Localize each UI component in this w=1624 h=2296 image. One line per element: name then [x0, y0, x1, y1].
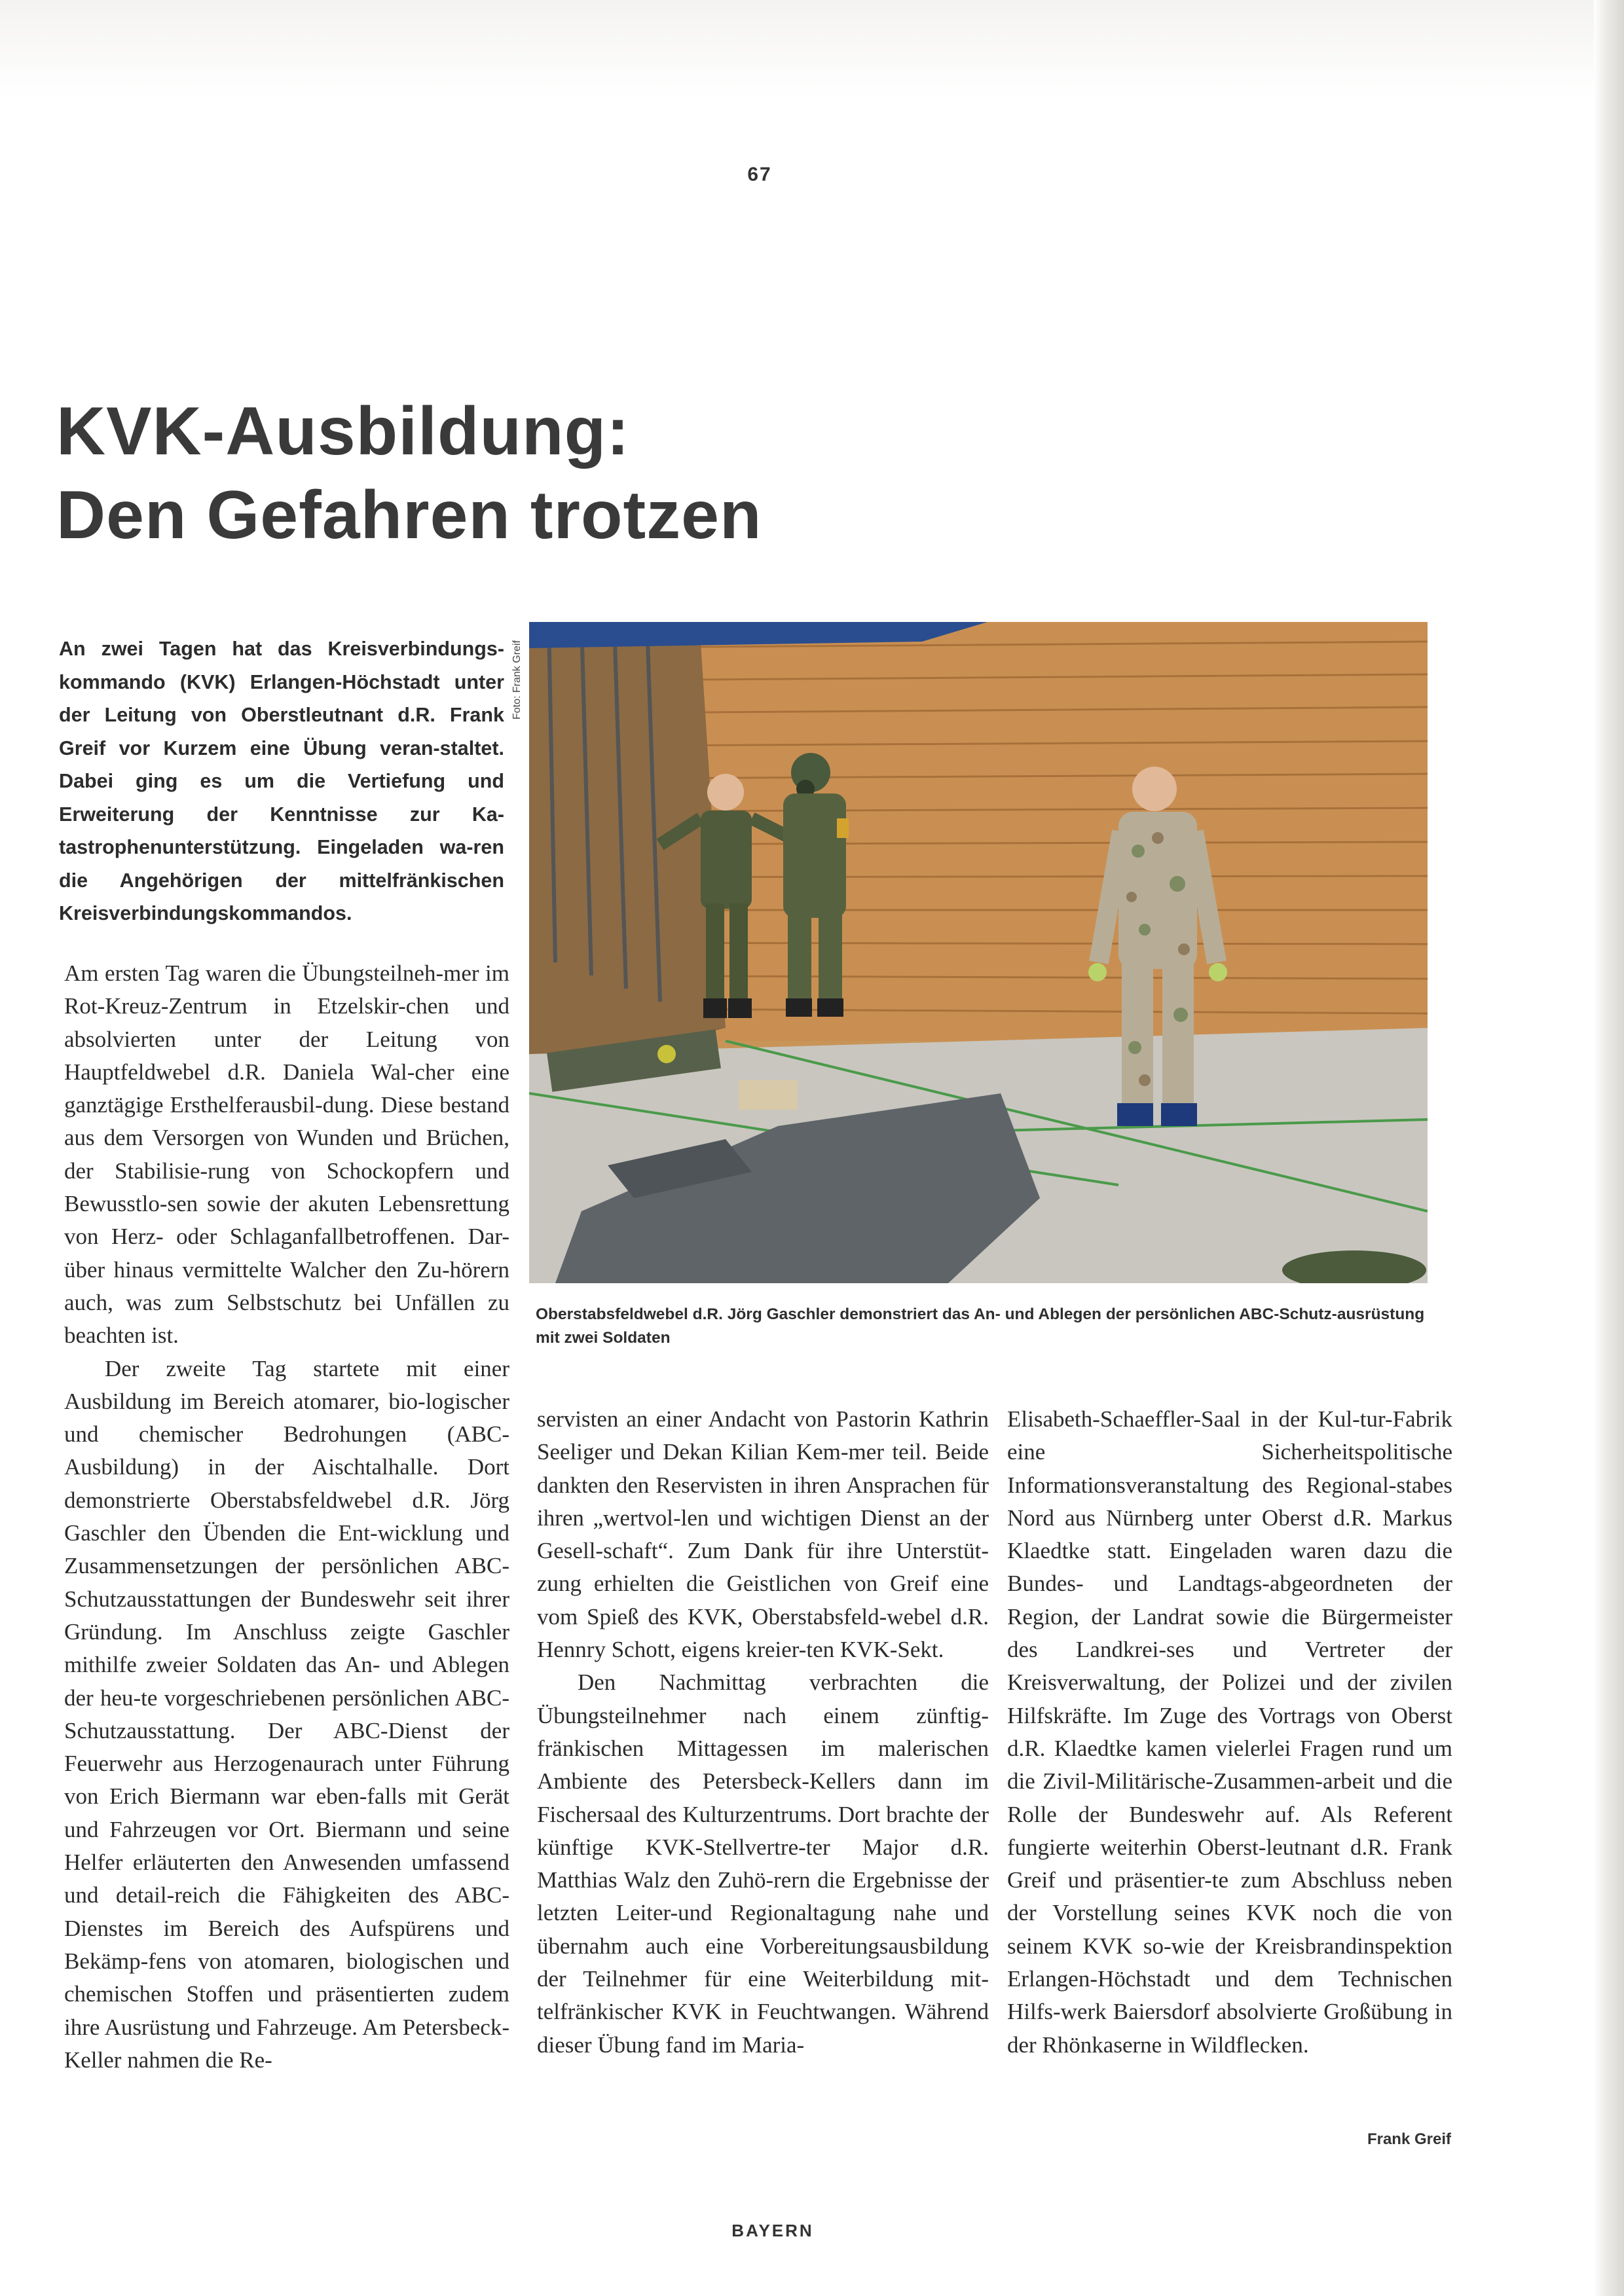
author-byline: Frank Greif — [1367, 2130, 1451, 2148]
photo-credit — [504, 629, 530, 727]
title-line-1: KVK-Ausbildung: — [56, 393, 630, 469]
photo-credit-text: Foto: Frank Greif — [511, 640, 523, 720]
photo-caption: Oberstabsfeldwebel d.R. Jörg Gaschler demonstriert das An- und Ablegen der persönlichen ABC-Schutz-ausrüstung mit zwei Soldaten — [536, 1305, 1425, 1347]
article-lead: An zwei Tagen hat das Kreisverbindungs-kommando (KVK) Erlangen-Höchstadt unter der Leitung von Oberstleutnant d.R. Frank Greif vor Kurzem eine Übung veran-staltet. Dabei ging es um die Vertiefung und Erweiterung der Kenntnisse zur Ka-tastrophenunterstützung. Eingeladen wa-ren die Angehörigen der mittelfränkischen Kreisverbindungskommandos. — [59, 638, 504, 924]
article-photo — [529, 622, 1428, 1283]
text-column-1 — [64, 957, 509, 2077]
text-column-3 — [1007, 1403, 1452, 2062]
title-line-2: Den Gefahren trotzen — [56, 477, 762, 553]
paragraph: servisten an einer Andacht von Pastorin Kathrin Seeliger und Dekan Kilian Kem-mer teil. Beide dankten den Reservisten in ihren Ansprachen für ihren „wertvol-len und wichtigen Dienst an der Gesell-schaft“. Zum Dank für ihre Unterstüt-zung erhielten die Geistlichen von Greif eine vom Spieß des KVK, Oberstabsfeld-webel d.R. Hennry Schott, eigens kreier-ten KVK-Sekt. — [537, 1406, 989, 1663]
paragraph: Der zweite Tag startete mit einer Ausbildung im Bereich atomarer, bio-logischer und chemischer Bedrohungen (ABC-Ausbildung) in der Aischtalhalle. Dort demonstrierte Oberstabsfeldwebel d.R. Jörg Gaschler den Übenden die Ent-wicklung und Zusammensetzungen der persönlichen ABC-Schutzausstattungen der Bundeswehr seit ihrer Gründung. Im Anschluss zeigte Gaschler mithilfe zweier Soldaten das An- und Ablegen der heu-te vorgeschriebenen persönlichen ABC-Schutzausstattung. Der ABC-Dienst der Feuerwehr aus Herzogenaurach unter Führung von Erich Biermann war eben-falls mit Gerät und Fahrzeugen vor Ort. Biermann und seine Helfer erläuterten den Anwesenden umfassend und detail-reich die Fähigkeiten des ABC-Dienstes im Bereich des Aufspürens und Bekämp-fens von atomaren, biologischen und chemischen Stoffen und präsentierten zudem ihre Ausrüstung und Fahrzeuge. Am Petersbeck-Keller nahmen die Re- — [64, 1355, 509, 2073]
text-column-2 — [537, 1403, 989, 2062]
paragraph: Den Nachmittag verbrachten die Übungsteilnehmer nach einem zünftig-fränkischen Mittagessen im malerischen Ambiente des Petersbeck-Kellers dann im Fischersaal des Kulturzentrums. Dort brachte der künftige KVK-Stellvertre-ter Major d.R. Matthias Walz den Zuhö-rern die Ergebnisse der letzten Leiter-und Regionaltagung nahe und übernahm auch eine Vorbereitungsausbildung der Teilnehmer für eine Weiterbildung mit-telfränkischer KVK in Feuchtwangen. Während dieser Übung fand im Maria- — [537, 1669, 989, 2058]
paragraph: Am ersten Tag waren die Übungsteilneh-mer im Rot-Kreuz-Zentrum in Etzelskir-chen und absolvierten unter der Leitung von Hauptfeldwebel d.R. Daniela Wal-cher eine ganztägige Ersthelferausbil-dung. Diese bestand aus dem Versorgen von Wunden und Brüchen, der Stabilisie-rung von Schockopfern und Bewusstlo-sen sowie der akuten Lebensrettung von Herz- oder Schlaganfallbetroffenen. Dar-über hinaus vermittelte Walcher den Zu-hörern auch, was zum Selbstschutz bei Unfällen zu beachten ist. — [64, 960, 509, 1349]
section-footer: BAYERN — [731, 2221, 814, 2240]
scan-shadow-top — [0, 0, 1624, 98]
article-title — [56, 390, 1039, 557]
page-number: 67 — [747, 164, 772, 185]
paragraph: Elisabeth-Schaeffler-Saal in der Kul-tur-Fabrik eine Sicherheitspolitische Informationsveranstaltung des Regional-stabes Nord aus Nürnberg unter Oberst d.R. Markus Klaedtke statt. Eingeladen waren dazu die Bundes- und Landtags-abgeordneten der Region, der Landrat sowie die Bürgermeister des Landkrei-ses und Vertreter der Kreisverwaltung, der Polizei und der zivilen Hilfskräfte. Im Zuge des Vortrags von Oberst d.R. Klaedtke kamen vielerlei Fragen rund um die Zivil-Militärische-Zusammen-arbeit und die Rolle der Bundeswehr auf. Als Referent fungierte weiterhin Oberst-leutnant d.R. Frank Greif und präsentier-te zum Abschluss neben der Vorstellung seines KVK noch die von seinem KVK so-wie der Kreisbrandinspektion Erlangen-Höchstadt und dem Technischen Hilfs-werk Baiersdorf absolvierte Großübung in der Rhönkaserne in Wildflecken. — [1007, 1406, 1452, 2058]
photo-soldiers-abc-protection-gear-icon — [529, 622, 1428, 1283]
scan-shadow-right — [1594, 0, 1624, 2296]
